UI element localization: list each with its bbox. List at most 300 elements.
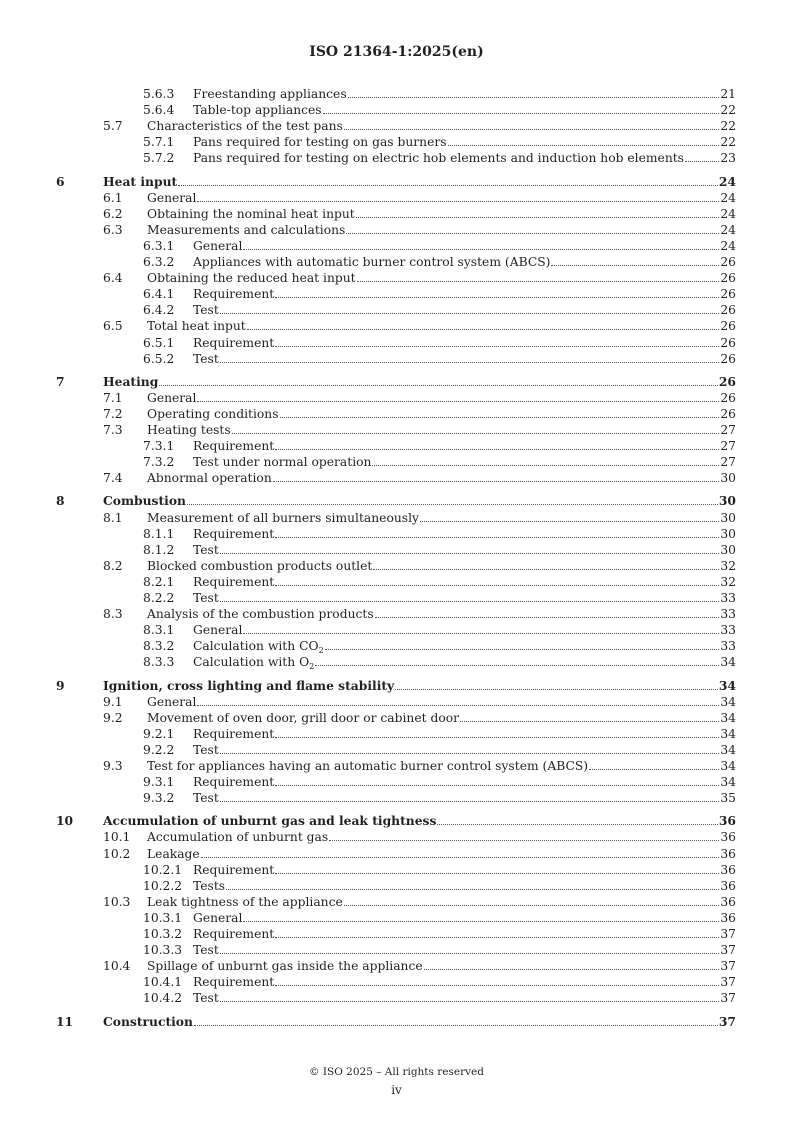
toc-page-number: 34 <box>720 694 736 709</box>
toc-entry[interactable] <box>0 406 793 422</box>
toc-page-number: 34 <box>720 759 736 773</box>
toc-title-line <box>147 406 736 422</box>
toc-number: 9 <box>56 677 65 693</box>
dot-leader <box>325 648 720 650</box>
toc-entry[interactable] <box>0 774 793 790</box>
document-header: ISO 21364-1:2025(en) <box>309 44 484 60</box>
toc-title-text: Requirement <box>193 975 275 990</box>
toc-page-number: 27 <box>720 439 736 454</box>
toc-title-text: Requirement <box>193 287 275 302</box>
dot-leader <box>247 328 720 330</box>
toc-entry[interactable] <box>0 742 793 758</box>
toc-page-number: 37 <box>720 943 736 958</box>
dot-leader <box>348 96 720 98</box>
toc-number: 10.3.3 <box>143 943 183 958</box>
toc-number: 9.2.2 <box>143 742 175 757</box>
dot-leader <box>275 584 719 586</box>
toc-title-line <box>193 622 736 638</box>
toc-number: 10.4 <box>103 959 131 974</box>
toc-title-line <box>193 638 736 654</box>
toc-title <box>193 590 219 606</box>
toc-page-number: 27 <box>720 455 736 470</box>
toc-page-number: 36 <box>720 846 736 861</box>
toc-title <box>147 118 343 134</box>
toc-page-number: 26 <box>720 351 736 366</box>
toc-entry[interactable] <box>0 270 793 286</box>
dot-leader <box>243 248 719 250</box>
toc-entry[interactable] <box>0 758 793 774</box>
toc-title-line <box>193 102 736 118</box>
toc-number: 10.1 <box>103 830 131 845</box>
toc-title-text: Requirement <box>193 574 275 589</box>
toc-entry[interactable] <box>0 926 793 942</box>
toc-title-text: Leakage <box>147 846 200 861</box>
toc-entry[interactable] <box>0 438 793 454</box>
toc-entry[interactable] <box>0 254 793 270</box>
toc-title-line <box>193 254 736 270</box>
toc-number: 8.1.2 <box>143 542 175 557</box>
toc-number: 9.2 <box>103 710 123 725</box>
toc-page-number: 37 <box>720 959 736 974</box>
toc-title <box>147 206 355 222</box>
toc-entry[interactable] <box>0 222 793 238</box>
toc-entry[interactable] <box>0 526 793 542</box>
dot-leader <box>197 704 719 706</box>
toc-title-text: Requirement <box>193 439 275 454</box>
dot-leader <box>159 384 718 386</box>
toc-title-text: Analysis of the combustion products <box>147 607 374 622</box>
toc-title <box>147 190 196 206</box>
toc-title-line <box>193 335 736 351</box>
toc-title <box>103 493 186 509</box>
toc-title <box>147 406 279 422</box>
toc-title-line <box>147 710 736 726</box>
toc-page-number: 33 <box>720 591 736 605</box>
toc-entry[interactable] <box>0 118 793 134</box>
toc-title <box>147 558 372 574</box>
toc-title-text: Freestanding appliances <box>193 87 347 101</box>
dot-leader <box>275 936 719 938</box>
toc-title <box>193 134 447 150</box>
toc-page-number: 30 <box>720 526 736 541</box>
toc-title <box>147 270 356 286</box>
toc-title <box>147 829 328 845</box>
toc-title-text: Blocked combustion products outlet <box>147 558 373 573</box>
toc-entry[interactable] <box>0 318 793 334</box>
dot-leader <box>344 128 720 130</box>
toc-entry[interactable] <box>0 150 793 166</box>
dot-leader <box>315 664 719 666</box>
toc-title-line <box>193 790 736 806</box>
toc-title-subscript: 2 <box>318 646 324 656</box>
dot-leader <box>329 839 719 841</box>
toc-number: 7 <box>56 373 65 389</box>
toc-entry[interactable] <box>0 990 793 1006</box>
toc-title-line <box>147 958 736 974</box>
toc-title-text: Requirement <box>193 927 275 941</box>
toc-title-line <box>103 493 736 509</box>
toc-title <box>193 726 274 742</box>
toc-number: 6.3.2 <box>143 255 175 269</box>
dot-leader <box>346 232 719 234</box>
toc-title-line <box>147 222 736 238</box>
toc-number: 8 <box>56 493 65 509</box>
toc-number: 10.4.1 <box>143 975 183 990</box>
toc-entry[interactable] <box>0 206 793 222</box>
toc-number: 10.4.2 <box>143 991 183 1006</box>
toc-page-number: 37 <box>720 991 736 1006</box>
toc-number: 7.1 <box>103 390 123 405</box>
toc-title-line <box>193 990 736 1006</box>
toc-title-line <box>147 422 736 438</box>
toc-title-line <box>147 390 736 406</box>
dot-leader <box>275 784 719 786</box>
toc-number: 10.2.1 <box>143 862 183 877</box>
dot-leader <box>226 888 719 890</box>
dot-leader <box>220 1000 720 1002</box>
toc-title-line <box>103 678 736 694</box>
toc-title-line <box>193 438 736 454</box>
toc-title-line <box>147 318 736 334</box>
toc-number: 10.3.1 <box>143 910 183 925</box>
toc-number: 7.3.1 <box>143 439 175 454</box>
dot-leader <box>420 520 719 522</box>
toc-title <box>193 774 274 790</box>
toc-title-text: General <box>193 623 243 638</box>
toc-title <box>193 790 219 806</box>
toc-number: 8.3.2 <box>143 639 175 654</box>
toc-page-number: 36 <box>720 862 736 877</box>
toc-title-line <box>193 974 736 990</box>
toc-title-line <box>193 654 736 670</box>
toc-entry[interactable] <box>0 286 793 302</box>
toc-title-line <box>193 942 736 958</box>
toc-chapter[interactable] <box>0 678 793 694</box>
toc-number: 6.3.1 <box>143 238 175 253</box>
toc-number: 6.5.2 <box>143 351 175 366</box>
toc-number: 10 <box>56 813 74 829</box>
toc-entry[interactable] <box>0 510 793 526</box>
toc-title-line <box>147 829 736 845</box>
toc-title-text: Heat input <box>103 173 178 189</box>
toc-page-number: 30 <box>718 493 736 509</box>
dot-leader <box>220 552 720 554</box>
toc-entry[interactable] <box>0 335 793 351</box>
toc-entry[interactable] <box>0 454 793 470</box>
toc-number: 5.6.4 <box>143 103 175 118</box>
toc-title <box>193 335 274 351</box>
toc-title-subscript: 2 <box>309 662 315 672</box>
toc-entry[interactable] <box>0 862 793 878</box>
toc-entry[interactable] <box>0 638 793 654</box>
toc-title-text: Pans required for testing on electric hob elements and induction hob elements <box>193 151 684 166</box>
toc-title <box>147 390 196 406</box>
toc-page-number: 37 <box>718 1013 736 1029</box>
toc-number: 6.3 <box>103 222 123 237</box>
dot-leader <box>197 200 719 202</box>
toc-page-number: 24 <box>720 206 736 221</box>
toc-title <box>147 694 196 710</box>
footer-page-number: iv <box>391 1083 402 1097</box>
toc-title <box>193 438 274 454</box>
toc-title-text: Appliances with automatic burner control system (ABCS) <box>193 255 551 269</box>
toc-title <box>193 102 322 118</box>
toc-entry[interactable] <box>0 974 793 990</box>
toc-chapter[interactable] <box>0 1014 793 1030</box>
toc-title-line <box>147 606 736 622</box>
toc-entry[interactable] <box>0 894 793 910</box>
toc-title-text: Obtaining the reduced heat input <box>147 271 356 286</box>
toc-title-text: Characteristics of the test pans <box>147 119 343 134</box>
toc-entry[interactable] <box>0 958 793 974</box>
dot-leader <box>356 216 720 218</box>
toc-page-number: 34 <box>718 677 736 693</box>
toc-title-text: General <box>147 190 197 205</box>
toc-number: 7.2 <box>103 406 123 421</box>
dot-leader <box>448 144 720 146</box>
toc-title-text: Ignition, cross lighting and flame stability <box>103 677 395 693</box>
toc-title-line <box>193 454 736 470</box>
toc-title <box>147 894 343 910</box>
toc-page-number: 24 <box>720 190 736 205</box>
toc-title <box>147 510 419 526</box>
toc-number: 9.3.2 <box>143 791 175 806</box>
toc-title <box>193 254 550 270</box>
toc-entry[interactable] <box>0 694 793 710</box>
toc-title-text: Heating tests <box>147 423 231 437</box>
toc-title <box>103 1014 193 1030</box>
toc-number: 6 <box>56 173 65 189</box>
toc-page-number: 26 <box>720 319 736 334</box>
toc-entry[interactable] <box>0 942 793 958</box>
toc-entry[interactable] <box>0 102 793 118</box>
dot-leader <box>243 632 719 634</box>
dot-leader <box>197 400 719 402</box>
toc-title <box>193 286 274 302</box>
toc-entry[interactable] <box>0 654 793 670</box>
toc-entry[interactable] <box>0 574 793 590</box>
toc-title-text: Test <box>193 542 219 557</box>
toc-title-text: Combustion <box>103 493 186 509</box>
toc-entry[interactable] <box>0 134 793 150</box>
toc-page-number: 34 <box>720 726 736 741</box>
toc-number: 7.3 <box>103 423 123 437</box>
toc-title-text: Abnormal operation <box>147 471 272 486</box>
toc-page-number: 24 <box>720 238 736 253</box>
dot-leader <box>275 536 719 538</box>
toc-title-line <box>147 190 736 206</box>
toc-title-text: Table-top appliances <box>193 103 322 118</box>
toc-page-number: 32 <box>720 574 736 589</box>
toc-title-line <box>147 694 736 710</box>
toc-title-text: Calculation with CO <box>193 639 319 654</box>
dot-leader <box>194 1024 718 1026</box>
toc-chapter[interactable] <box>0 374 793 390</box>
toc-title <box>193 238 242 254</box>
toc-entry[interactable] <box>0 878 793 894</box>
dot-leader <box>685 160 719 162</box>
toc-title-line <box>193 351 736 367</box>
dot-leader <box>375 616 720 618</box>
toc-title-line <box>193 526 736 542</box>
toc-page-number: 34 <box>720 655 736 670</box>
toc-title <box>103 678 394 694</box>
dot-leader <box>589 768 719 770</box>
toc-title-line <box>103 174 736 190</box>
toc-entry[interactable] <box>0 351 793 367</box>
toc-number: 8.2.2 <box>143 591 175 605</box>
toc-entry[interactable] <box>0 710 793 726</box>
toc-page-number: 24 <box>718 173 736 189</box>
toc-page-number: 37 <box>720 975 736 990</box>
toc-title-text: Measurements and calculations <box>147 222 346 237</box>
toc-title-line <box>193 862 736 878</box>
toc-number: 10.2.2 <box>143 878 183 893</box>
dot-leader <box>187 503 718 505</box>
toc-title <box>147 710 459 726</box>
toc-page-number: 34 <box>720 775 736 790</box>
dot-leader <box>275 448 719 450</box>
toc-title-text: Spillage of unburnt gas inside the appliance <box>147 959 423 974</box>
toc-title-text: Obtaining the nominal heat input <box>147 206 355 221</box>
toc-title-line <box>147 846 736 862</box>
toc-title-line <box>103 813 736 829</box>
toc-title-line <box>147 118 736 134</box>
toc-title-text: Pans required for testing on gas burners <box>193 135 447 150</box>
toc-title-text: Accumulation of unburnt gas and leak tightness <box>103 813 437 829</box>
toc-title <box>193 942 219 958</box>
toc-title-line <box>193 774 736 790</box>
toc-entry[interactable] <box>0 190 793 206</box>
toc-title-text: Requirement <box>193 726 275 741</box>
toc-page-number: 30 <box>720 510 736 525</box>
toc-page-number: 36 <box>718 813 736 829</box>
toc-number: 6.4 <box>103 271 123 286</box>
toc-chapter[interactable] <box>0 493 793 509</box>
toc-title <box>193 862 274 878</box>
toc-page-number: 26 <box>720 255 736 269</box>
dot-leader <box>344 904 720 906</box>
toc-entry[interactable] <box>0 590 793 606</box>
toc-page-number: 26 <box>720 287 736 302</box>
toc-title-text: General <box>147 390 197 405</box>
toc-entry[interactable] <box>0 542 793 558</box>
toc-title-text: Accumulation of unburnt gas <box>147 830 329 845</box>
toc-entry[interactable] <box>0 558 793 574</box>
toc-number: 5.6.3 <box>143 87 175 101</box>
toc-title-line <box>193 926 736 942</box>
toc-entry[interactable] <box>0 606 793 622</box>
toc-title-line <box>193 726 736 742</box>
toc-entry[interactable] <box>0 846 793 862</box>
toc-title-line <box>103 1014 736 1030</box>
toc-page-number: 23 <box>720 151 736 166</box>
toc-title <box>193 150 684 166</box>
toc-page-number: 26 <box>718 373 736 389</box>
toc-title-text: General <box>193 910 243 925</box>
toc-title-text: Test <box>193 303 219 318</box>
toc-title <box>193 742 219 758</box>
toc-entry[interactable] <box>0 238 793 254</box>
toc-page-number: 36 <box>720 894 736 909</box>
toc-number: 5.7 <box>103 119 123 134</box>
toc-page-number: 33 <box>720 639 736 654</box>
toc-title-text: Test under normal operation <box>193 455 372 470</box>
dot-leader <box>220 752 720 754</box>
toc-title-line <box>193 86 736 102</box>
toc-title <box>103 374 158 390</box>
toc-title-line <box>147 758 736 774</box>
toc-title <box>193 454 371 470</box>
toc-title-text: Calculation with O <box>193 655 310 670</box>
toc-title-text: Test <box>193 351 219 366</box>
toc-number: 8.2 <box>103 558 123 573</box>
toc-entry[interactable] <box>0 910 793 926</box>
toc-title-text: General <box>147 694 197 709</box>
dot-leader <box>395 688 718 690</box>
toc-number: 7.3.2 <box>143 455 175 470</box>
toc-number: 8.1 <box>103 510 123 525</box>
toc-title-text: Test <box>193 991 219 1006</box>
dot-leader <box>273 480 720 482</box>
toc-title <box>193 302 219 318</box>
toc-entry[interactable] <box>0 790 793 806</box>
toc-entry[interactable] <box>0 86 793 102</box>
toc-title-line <box>193 910 736 926</box>
toc-entry[interactable] <box>0 470 793 486</box>
toc-title <box>193 574 274 590</box>
toc-title-text: Test <box>193 742 219 757</box>
toc-title <box>193 542 219 558</box>
toc-title <box>147 222 345 238</box>
toc-page-number: 26 <box>720 390 736 405</box>
toc-chapter[interactable] <box>0 813 793 829</box>
toc-number: 6.1 <box>103 190 123 205</box>
dot-leader <box>178 184 718 186</box>
dot-leader <box>220 952 720 954</box>
toc-page-number: 26 <box>720 271 736 286</box>
toc-entry[interactable] <box>0 422 793 438</box>
toc-title-text: Tests <box>193 878 226 893</box>
dot-leader <box>201 856 720 858</box>
toc-page-number: 26 <box>720 335 736 350</box>
toc-title-line <box>147 894 736 910</box>
toc-entry[interactable] <box>0 726 793 742</box>
toc-title-line <box>193 878 736 894</box>
toc-number: 8.3.3 <box>143 655 175 670</box>
toc-chapter[interactable] <box>0 174 793 190</box>
toc-title-line <box>193 238 736 254</box>
toc-number: 6.4.2 <box>143 303 175 318</box>
toc-entry[interactable] <box>0 829 793 845</box>
toc-entry[interactable] <box>0 302 793 318</box>
toc-number: 8.2.1 <box>143 574 175 589</box>
toc-page-number: 22 <box>720 119 736 134</box>
toc-number: 8.3 <box>103 607 123 622</box>
toc-title-text: Heating <box>103 373 159 389</box>
dot-leader <box>460 720 719 722</box>
toc-title-text: Total heat input <box>147 319 246 334</box>
toc-entry[interactable] <box>0 622 793 638</box>
toc-number: 9.2.1 <box>143 726 175 741</box>
toc-number: 7.4 <box>103 471 123 486</box>
toc-number: 6.2 <box>103 206 123 221</box>
toc-title-text: Movement of oven door, grill door or cabinet door <box>147 710 460 725</box>
toc-entry[interactable] <box>0 390 793 406</box>
toc-title-text: Test <box>193 943 219 958</box>
toc-title <box>193 654 314 670</box>
toc-page-number: 30 <box>720 542 736 557</box>
